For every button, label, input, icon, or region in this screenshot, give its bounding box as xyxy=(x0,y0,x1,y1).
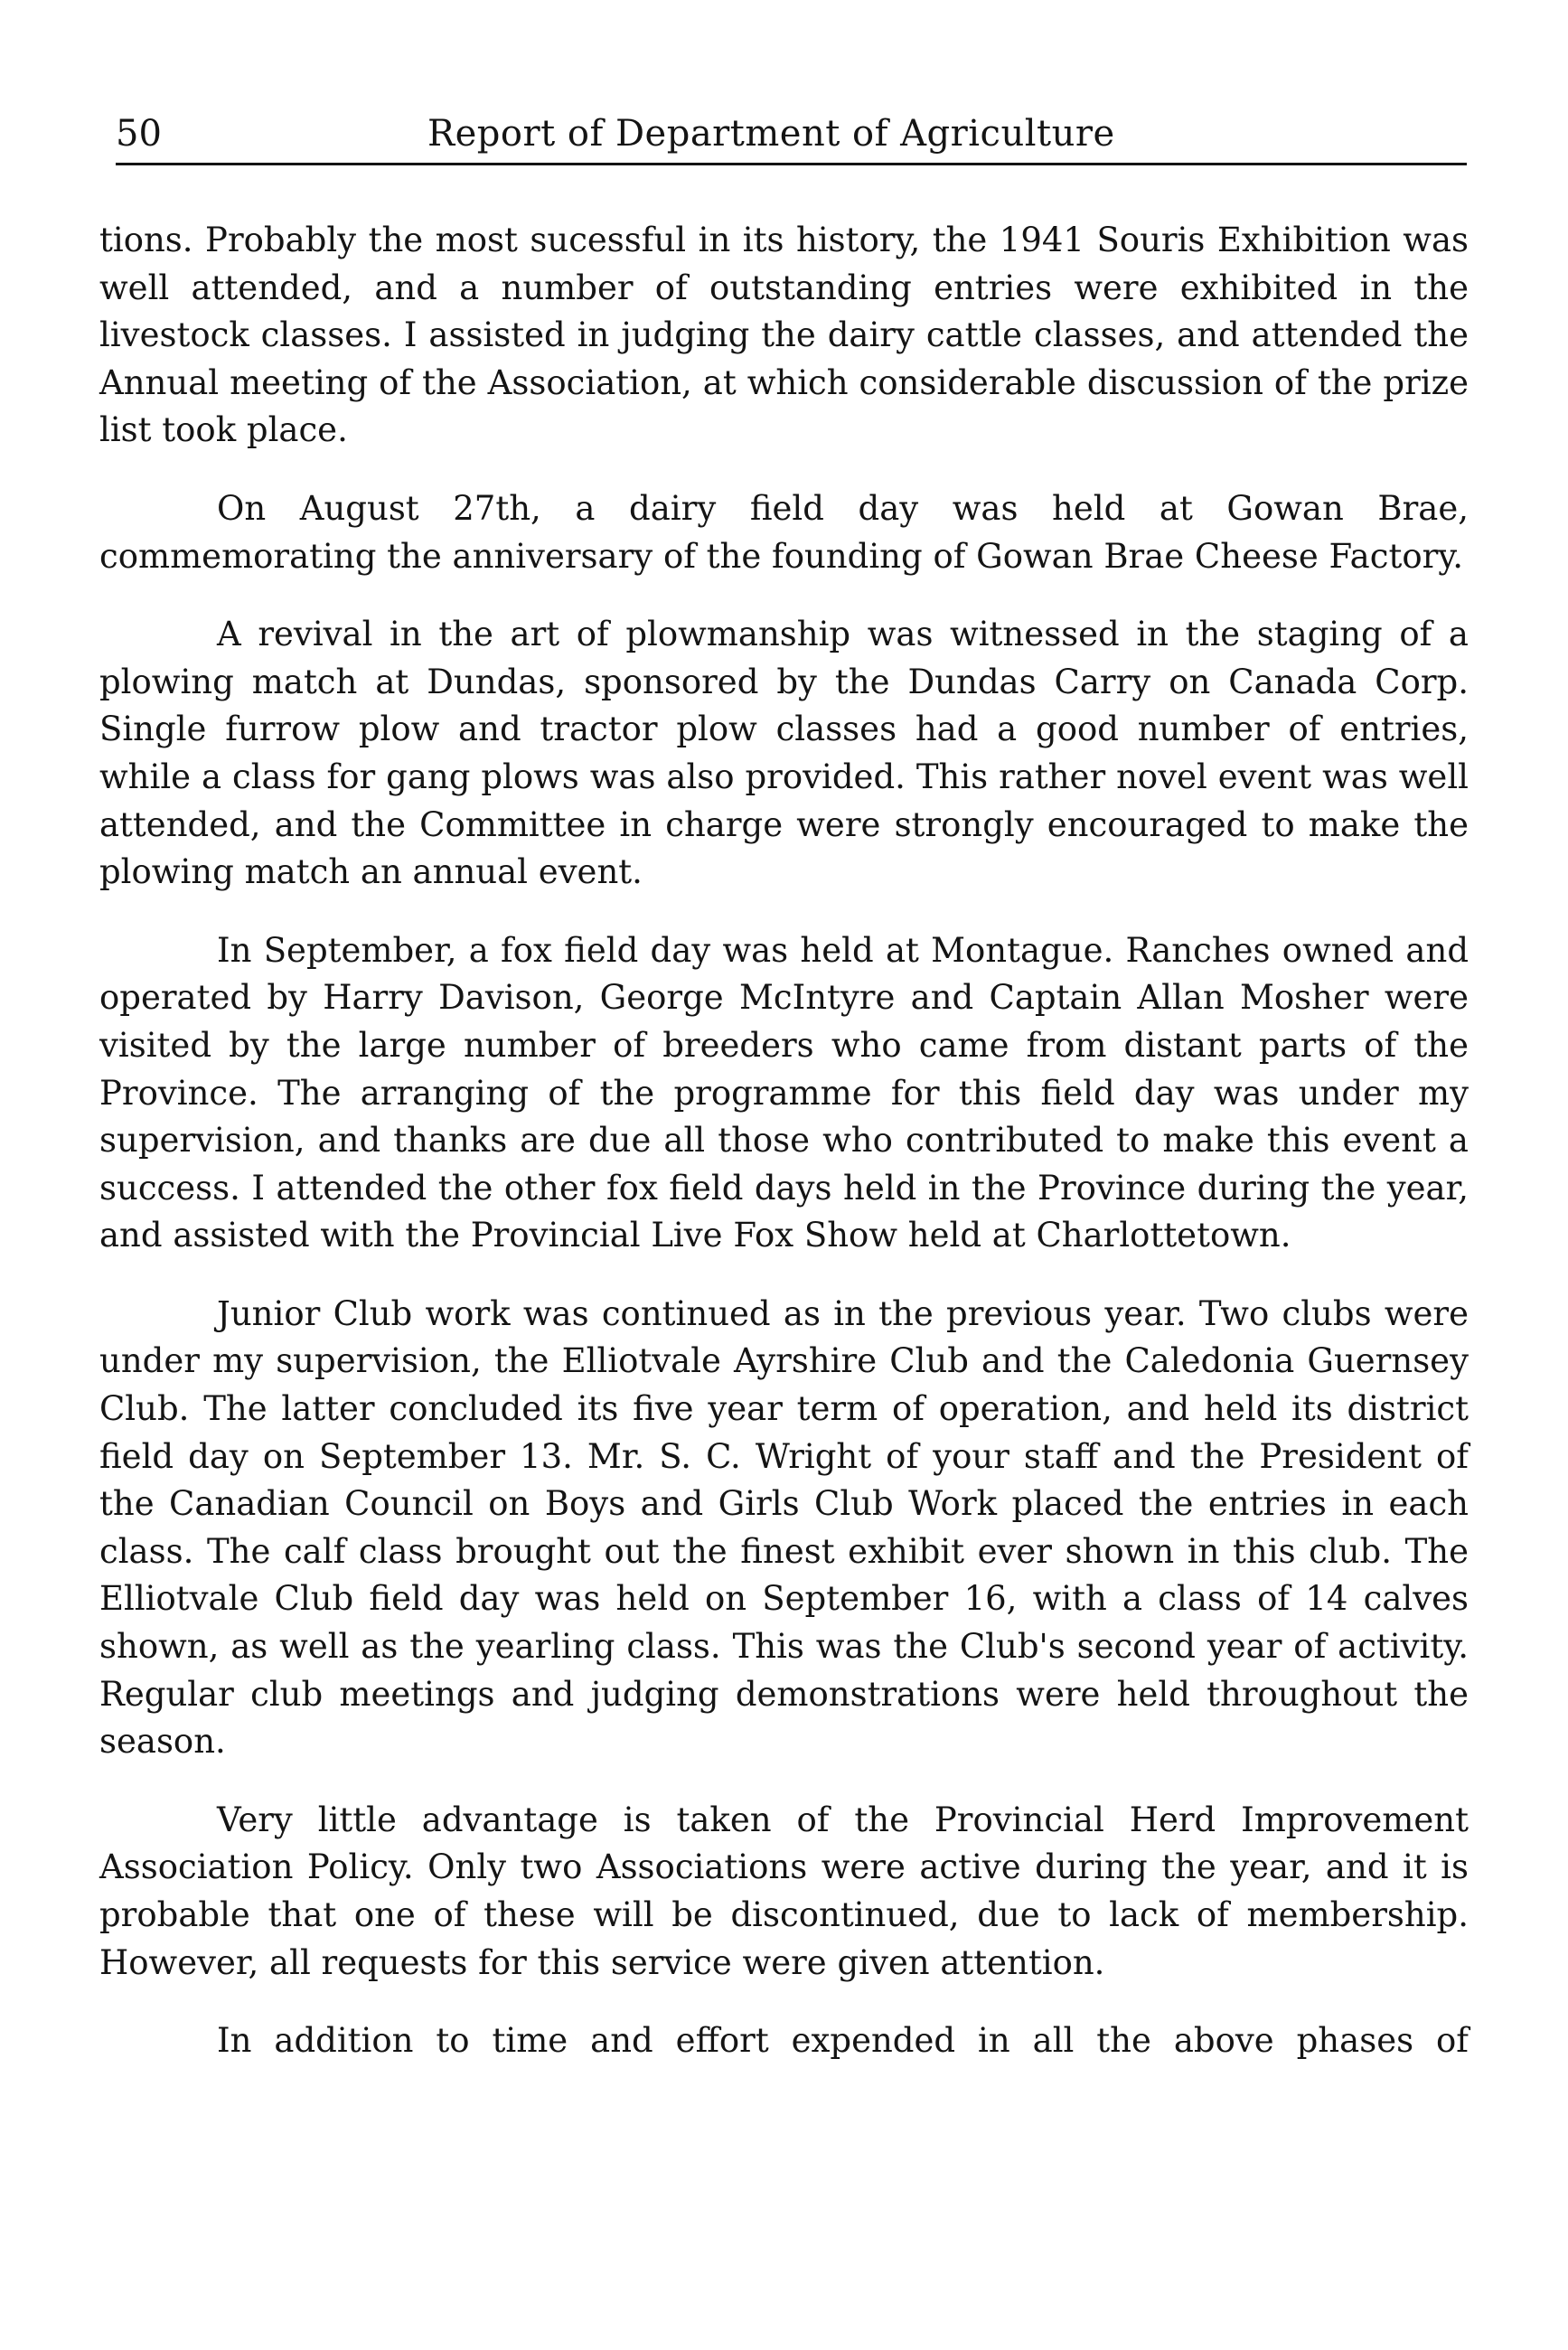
paragraph-herd-improvement: Very little advantage is taken of the Provincial Herd Improvement Association Policy. Only two Associations were active during the year, and it is probable that one of these will be discontinued, due to lack of membership. However, all requests for this service were given attention. xyxy=(99,1800,1469,1982)
header-rule xyxy=(116,163,1467,165)
page-number: 50 xyxy=(116,113,162,155)
paragraph-gowan-brae: On August 27th, a dairy field day was held at Gowan Brae, commemorating the anniversary of the founding of Gowan Brae Cheese Factory. xyxy=(99,488,1469,576)
paragraph-fox-field-day: In September, a fox field day was held at Montague. Ranches owned and operated by Harry Davison, George McIntyre and Captain Allan Mosher were visited by the large number of breeders who came from distant parts of the Province. The arranging of the programme for this field day was under my supervision, and thanks are due all those who contributed to make this event a success. I attended the other fox field days held in the Province during the year, and assisted with the Provincial Live Fox Show held at Charlottetown. xyxy=(99,930,1469,1255)
page-header xyxy=(116,110,1467,161)
paragraph-plowing-match: A revival in the art of plowmanship was witnessed in the staging of a plowing match at Dundas, sponsored by the Dundas Carry on Canada Corp. Single furrow plow and tractor plow classes had a good number of entries, while a class for gang plows was also provided. This rather novel event was well attended, and the Committee in charge were strongly encouraged to make the plowing match an annual event. xyxy=(99,615,1469,892)
running-head: Report of Department of Agriculture xyxy=(427,113,1115,155)
body-text xyxy=(99,217,1469,2096)
paragraph-final-line: In addition to time and effort expended in all the above phases of xyxy=(217,2021,1469,2061)
paragraph-continuation: tions. Probably the most sucessful in its history, the 1941 Souris Exhibition was well attended, and a number of outstanding entries were exhibited in the livestock classes. I assisted in judging the dairy cattle classes, and attended the Annual meeting of the Association, at which considerable discussion of the prize list took place. xyxy=(99,221,1469,450)
paragraph-junior-club: Junior Club work was continued as in the previous year. Two clubs were under my supervision, the Elliotvale Ayrshire Club and the Caledonia Guernsey Club. The latter concluded its five year term of operation, and held its district field day on September 13. Mr. S. C. Wright of your staff and the President of the Canadian Council on Boys and Girls Club Work placed the entries in each class. The calf class brought out the finest exhibit ever shown in this club. The Elliotvale Club field day was held on September 16, with a class of 14 calves shown, as well as the yearling class. This was the Club's second year of activity. Regular club meetings and judging demonstrations were held throughout the season. xyxy=(99,1293,1469,1762)
